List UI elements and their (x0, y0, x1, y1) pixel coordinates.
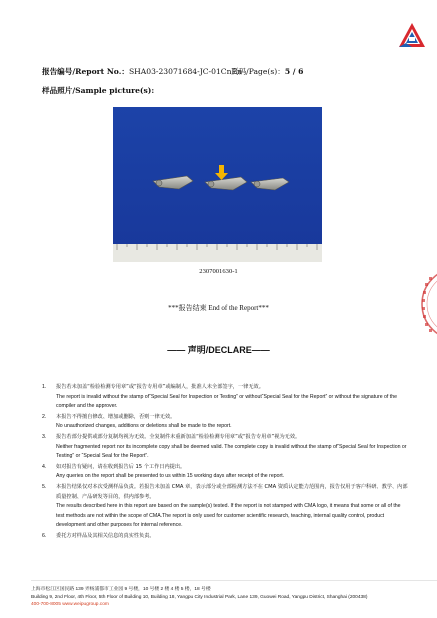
declaration-text-en: Any queries on the report shall be presented to us within 15 working days after receipt of the report. (56, 473, 285, 480)
footer-divider (31, 580, 437, 581)
footer (31, 586, 431, 609)
report-number-value: SHA03-23071684-JC-01CnEn (128, 67, 242, 76)
declaration-number: 4. (42, 463, 47, 470)
report-number (42, 66, 242, 77)
declaration-number: 2. (42, 413, 47, 420)
declaration-text-en: No unauthorized changes, additions or deletions shall be made to the report. (56, 423, 232, 430)
declaration-text-cn: 报告若未加盖“检验检测专用章”或“报告专用章”或编制人，批准人未全部签字，一律无效。 (56, 384, 264, 390)
report-number-label: 报告编号/Report No.： (42, 67, 129, 76)
declaration-number: 5. (42, 483, 47, 490)
declaration-text-cn: 本报告不得擅自修改、增加或删除，否则一律无效。 (56, 413, 176, 420)
page-number-value: 5 / 6 (284, 67, 304, 76)
sample-photo-caption: 2307001630-1 (199, 268, 238, 275)
declaration-text-cn: 如对报告有疑问，请在收到报告后 15 个工作日内提出。 (56, 463, 186, 470)
declaration-list (42, 383, 410, 543)
declaration-number: 1. (42, 384, 47, 390)
sample-picture-title: 样品照片/Sample picture(s): (42, 86, 155, 95)
declaration-text-cn: 委托方对样品及其相关信息的真实性负责。 (56, 532, 155, 539)
declaration-text-en: Neither fragmented report nor its incomplete copy shall be deemed valid. The complete copy is invalid without the stamp of“Special Seal for Inspection or Testing” or “Special Seal for the Report”. (56, 443, 407, 460)
declaration-text-cn: 本报告结果仅对本次受测样品负责。若报告未加盖 CMA 章，表示部分或全部检测方法不在 CMA 资质认定能力范围内，报告仅用于客户科研、教学、内部质量控制、产品研发等目的，供内部参考。 (56, 483, 408, 500)
footer-address-en: Building 9, 2nd Floor, 4th Floor, 5th Floor of Building 10, Building 18, Yangpu City Industrial Park, Lane 139, Guowei Road, Yangpu District, Shanghai (200438) (31, 594, 368, 600)
sample-photo-image (113, 107, 322, 262)
declaration-item (42, 413, 410, 432)
declaration-number: 3. (42, 433, 47, 440)
declaration-item (42, 433, 410, 462)
footer-address-cn: 上海市松江区国民路 139 弄杨浦都市工业园 9 号楼，10 号楼 2 楼 4 楼 5 楼，18 号楼 (31, 587, 211, 592)
page-number-label: 页码/Page(s)： (231, 67, 285, 76)
seal-stamp (419, 265, 437, 343)
declaration-item (42, 463, 410, 482)
declaration-text-cn: 报告若部分提供或部分复制均视为无效。全复制件未重新加盖“检验检测专用章”或“报告专用章”视为无效。 (56, 433, 301, 440)
declaration-item (42, 532, 410, 542)
declare-heading: —— 声明/DECLARE—— (167, 345, 270, 355)
declaration-item (42, 483, 410, 531)
declaration-number: 6. (42, 532, 47, 539)
declaration-item (42, 383, 410, 412)
end-of-report: ***报告结束 End of the Report*** (168, 304, 269, 312)
declaration-text-en: The report is invalid without the stamp of“Special Seal for Inspection or Testing” or without“Special Seal for the Report” or without the signature of the compiler and the approver. (56, 393, 398, 410)
footer-contact: 400-700-8005 www.weipugroup.com (31, 602, 109, 608)
sample-photo (113, 107, 322, 262)
company-logo-icon (398, 22, 426, 50)
page-number (231, 66, 303, 77)
declaration-text-en: The results described here in this report are based on the sample(s) tested. If the report is not stamped with CMA logo, it means that some or all of the test methods are not within the scope of CMA.The report is only used for customer scientific research, teaching, internal quality control, product development and other purposes for internal reference. (56, 503, 401, 529)
